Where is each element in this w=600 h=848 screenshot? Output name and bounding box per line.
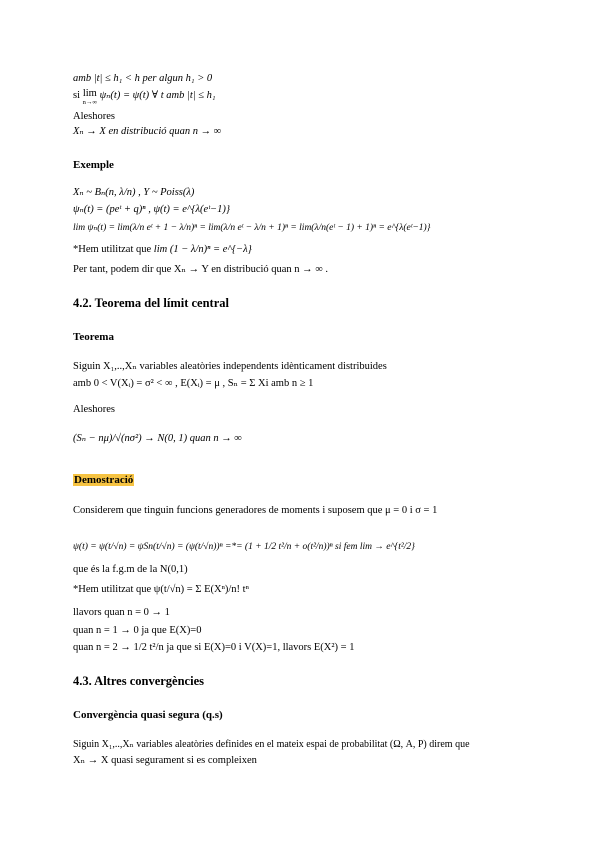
text-line: Siguin X₁,..,Xₙ variables aleatòries independents idènticament distribuides xyxy=(73,361,387,372)
text-line-limit xyxy=(73,89,216,106)
heading-teorema: Teorema xyxy=(73,331,114,343)
text-line: Xₙ → X en distribució quan n → ∞ xyxy=(73,126,222,137)
text-line: Siguin X₁,..,Xₙ variables aleatòries definides en el mateix espai de probabilitat (Ω, A, P) direm que xyxy=(73,739,470,750)
text-line: Xₙ → X quasi segurament si es compleixen xyxy=(73,755,257,766)
math-fragment: lim (1 − λ/n)ⁿ = e^{−λ} xyxy=(153,244,252,255)
heading-demostracio-wrap xyxy=(73,473,134,488)
text-line: *Hem utilitzat que ψ(t/√n) = Σ E(Xⁿ)/n! tⁿ xyxy=(73,584,249,595)
text-line: Per tant, podem dir que Xₙ → Y en distribució quan n → ∞ . xyxy=(73,264,329,275)
heading-exemple: Exemple xyxy=(73,159,114,171)
math-line: (Sₙ − nμ)/√(nσ²) → N(0, 1) quan n → ∞ xyxy=(73,433,242,444)
text-fragment: ψₙ(t) = ψ(t) ∀ t amb |t| ≤ h₁ xyxy=(97,90,216,101)
section-heading-4-3: 4.3. Altres convergències xyxy=(73,674,204,688)
text-line: Considerem que tinguin funcions generadores de moments i suposem que μ = 0 i σ = 1 xyxy=(73,505,438,516)
math-line: lim ψₙ(t) = lim(λ/n eᵗ + 1 − λ/n)ⁿ = lim(λ/n eᵗ − λ/n + 1)ⁿ = lim(λ/n(eᵗ − 1) + 1)ⁿ = e^{λ(eᵗ−1)} xyxy=(73,223,431,233)
text-line: Aleshores xyxy=(73,111,115,122)
math-line: ψ(t) = ψ(t/√n) = ψSn(t/√n) = (ψ(t/√n))ⁿ =*= (1 + 1/2 t²/n + o(t²/n))ⁿ si fem lim → e^{t²/2} xyxy=(73,542,415,552)
math-line: Xₙ ~ Bₙ(n, λ/n) , Y ~ Poiss(λ) xyxy=(73,187,195,198)
text-line: Aleshores xyxy=(73,404,115,415)
text-line: amb |t| ≤ h₁ < h per algun h₁ > 0 xyxy=(73,73,213,84)
text-fragment: *Hem utilitzat que xyxy=(73,244,154,255)
math-line: amb 0 < V(Xᵢ) = σ² < ∞ , E(Xᵢ) = μ , Sₙ = Σ Xi amb n ≥ 1 xyxy=(73,378,314,389)
text-line xyxy=(73,243,252,257)
limit-subscript: n→∞ xyxy=(82,99,98,106)
heading-demostracio: Demostració xyxy=(74,474,134,486)
text-line: quan n = 2 → 1/2 t²/n ja que si E(X)=0 i V(X)=1, llavors E(X²) = 1 xyxy=(73,642,355,653)
text-line: que és la f.g.m de la N(0,1) xyxy=(73,564,188,575)
math-line: ψₙ(t) = (peᵗ + q)ⁿ , ψ(t) = e^{λ(eᵗ−1)} xyxy=(73,204,231,215)
text-line: llavors quan n = 0 → 1 xyxy=(73,607,170,618)
section-heading-4-2: 4.2. Teorema del límit central xyxy=(73,296,229,310)
limit-word: lim xyxy=(82,88,97,99)
limit-operator xyxy=(83,89,97,106)
text-line: quan n = 1 → 0 ja que E(X)=0 xyxy=(73,625,202,636)
heading-convergencia: Convergència quasi segura (q.s) xyxy=(73,709,223,721)
text-fragment: si xyxy=(73,90,83,101)
